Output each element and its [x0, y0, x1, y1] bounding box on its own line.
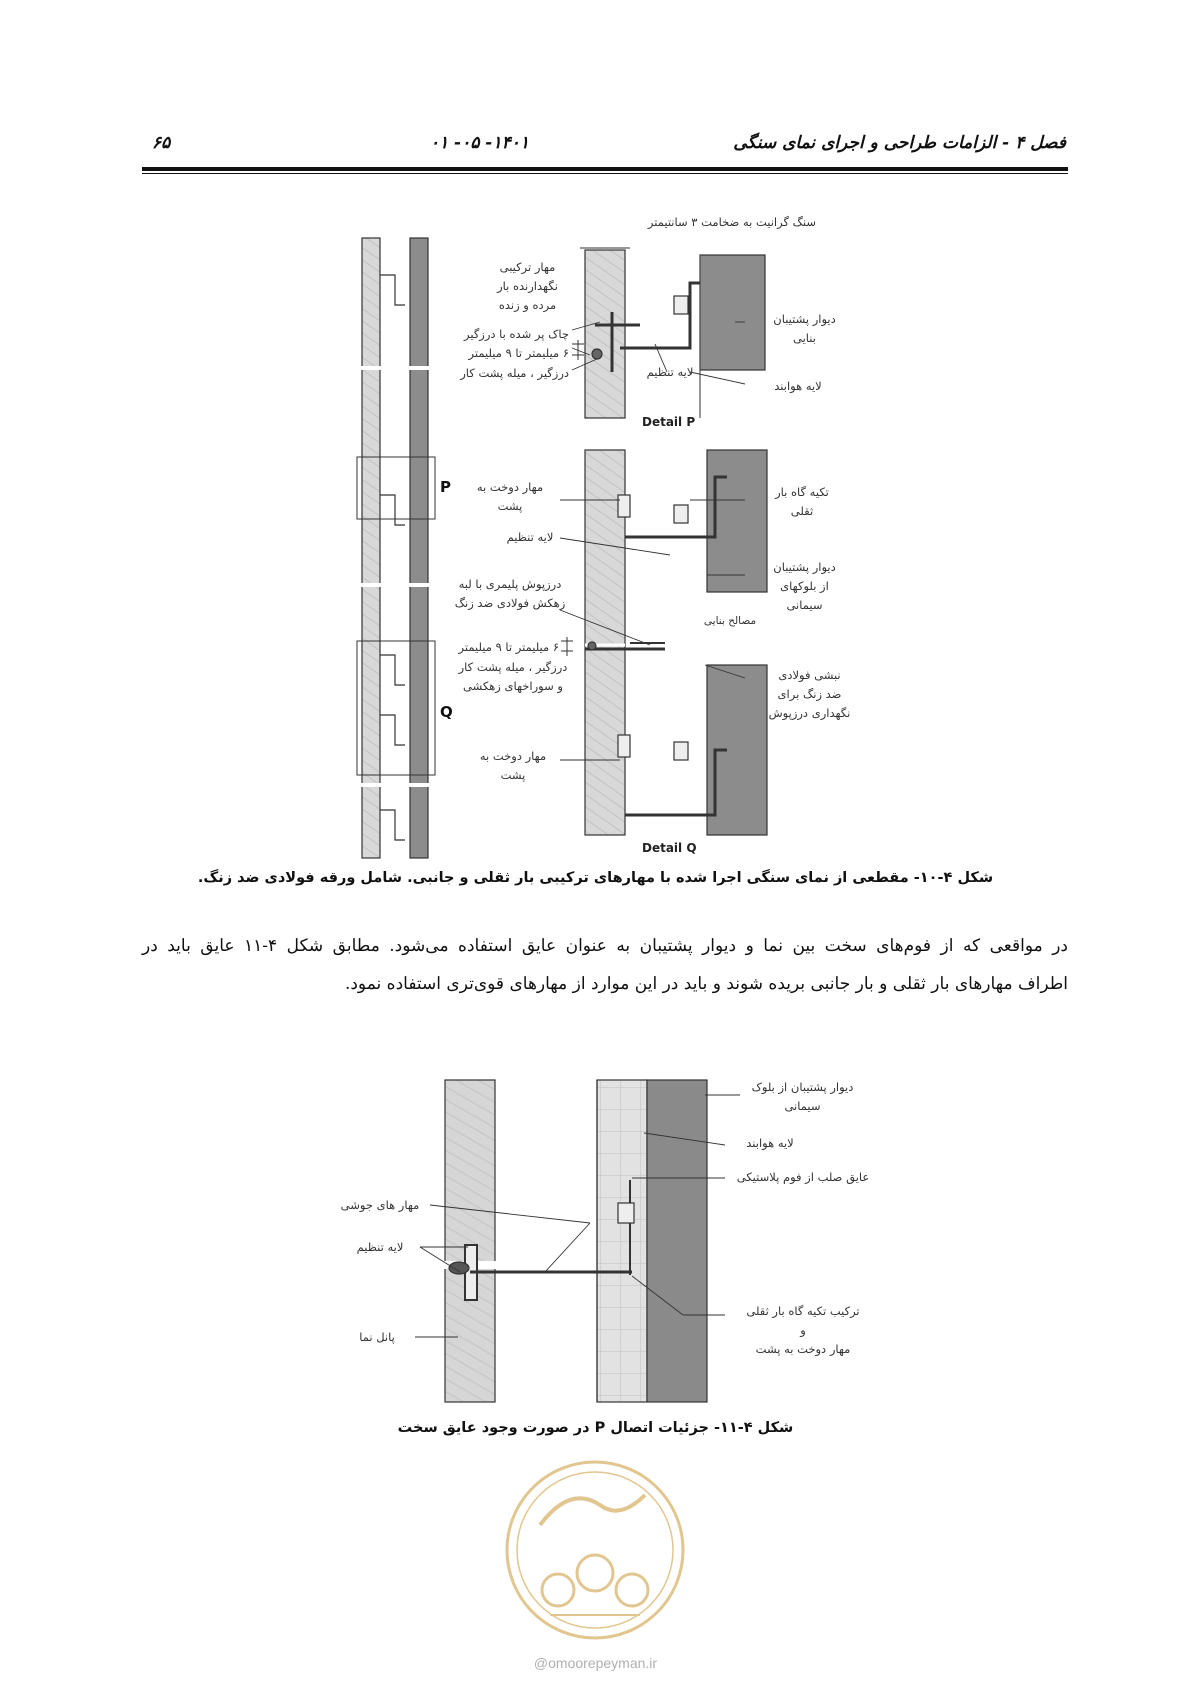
label-steel-angle: نبشی فولادی ضد زنگ برای نگهداری درزپوش: [768, 668, 851, 720]
paragraph-line-2: اطراف مهارهای بار ثقلی و بار جانبی بریده شوند و باید در این موارد از مهارهای قوی‌تری استفاده نمود.: [344, 974, 1068, 994]
figure-11-caption: شکل ۴-۱۱- جزئیات اتصال P در صورت وجود عایق سخت: [397, 1420, 794, 1436]
label-shim-a: لایه تنظیم: [646, 365, 694, 379]
label-shim-2: لایه تنظیم: [356, 1240, 404, 1254]
page-number: ۶۵: [152, 133, 171, 153]
label-sealant-backer-b: درزگیر ، میله پشت کار و سوراخهای زهکشی: [458, 660, 568, 693]
label-combo-anchor: مهار ترکیبی نگهدارنده بار مرده و زنده: [497, 260, 558, 312]
detail-p: [580, 248, 765, 418]
detail-q: [585, 450, 767, 835]
label-gap-6-9-a: ۶ میلیمتر تا ۹ میلیمتر: [468, 346, 569, 360]
overview-section: [357, 238, 435, 858]
body-paragraph: [142, 927, 1068, 1003]
label-air-space-2: لایه هوابند: [746, 1136, 794, 1150]
label-detail-p: Detail P: [642, 415, 696, 429]
chapter-title: فصل ۴ - الزامات طراحی و اجرای نمای سنگی: [733, 133, 1066, 153]
label-welded-anchors: مهار های جوشی: [340, 1198, 420, 1212]
label-backup-wall-block: دیوار پشتیبان از بلوکهای سیمانی: [773, 560, 836, 612]
label-backtie-b: مهار دوخت به پشت: [479, 749, 547, 782]
watermark-seal: [500, 1455, 690, 1645]
label-shim-b: لایه تنظیم: [506, 530, 554, 544]
label-rigid-insulation: عایق صلب از فوم پلاستیکی: [736, 1170, 870, 1184]
label-kerf-sealant: چاک پر شده با درزگیر: [464, 327, 569, 341]
watermark-website: @omoorepeyman.ir: [533, 1655, 658, 1671]
label-combo-support: ترکیب تکیه گاه بار ثقلی و مهار دوخت به پشت: [746, 1304, 860, 1356]
label-backup-wall-block-2: دیوار پشتیبان از بلوک سیمانی: [751, 1080, 854, 1113]
label-masonry-material: مصالح بنایی: [703, 615, 757, 627]
label-backup-wall-masonry: دیوار پشتیبان بنایی: [773, 312, 836, 345]
paragraph-line-1: در مواقعی که از فوم‌های سخت بین نما و دیوار پشتیبان به عنوان عایق استفاده می‌شود. مطابق شکل ۴-۱۱ عایق باید در: [142, 936, 1068, 956]
label-sealant-backer-a: درزگیر ، میله پشت کار: [460, 366, 569, 380]
label-granite: سنگ گرانیت به ضخامت ۳ سانتیمتر: [647, 215, 816, 229]
figure-11-drawing: [0, 1065, 1191, 1405]
p-mark: P: [440, 478, 451, 496]
header-date: ۰۱ -۰۵ -۱۴۰۱: [430, 133, 529, 153]
label-air-space: لایه هوابند: [774, 379, 822, 393]
label-gap-6-9-b: ۶ میلیمتر تا ۹ میلیمتر: [458, 640, 559, 654]
label-detail-q: Detail Q: [642, 841, 697, 855]
figure-10-caption: شکل ۴-۱۰- مقطعی از نمای سنگی اجرا شده با مهارهای ترکیبی بار ثقلی و جانبی. شامل ورقه فولادی ضد زنگ.: [197, 870, 994, 886]
label-facade-panel: پانل نما: [359, 1330, 395, 1344]
label-gravity-support: تکیه گاه بار ثقلی: [775, 485, 829, 518]
q-mark: Q: [440, 703, 453, 721]
label-backtie-a: مهار دوخت به پشت: [476, 480, 544, 513]
label-polymer-flashing: درزپوش پلیمری با لبه زهکش فولادی ضد زنگ: [454, 577, 566, 610]
